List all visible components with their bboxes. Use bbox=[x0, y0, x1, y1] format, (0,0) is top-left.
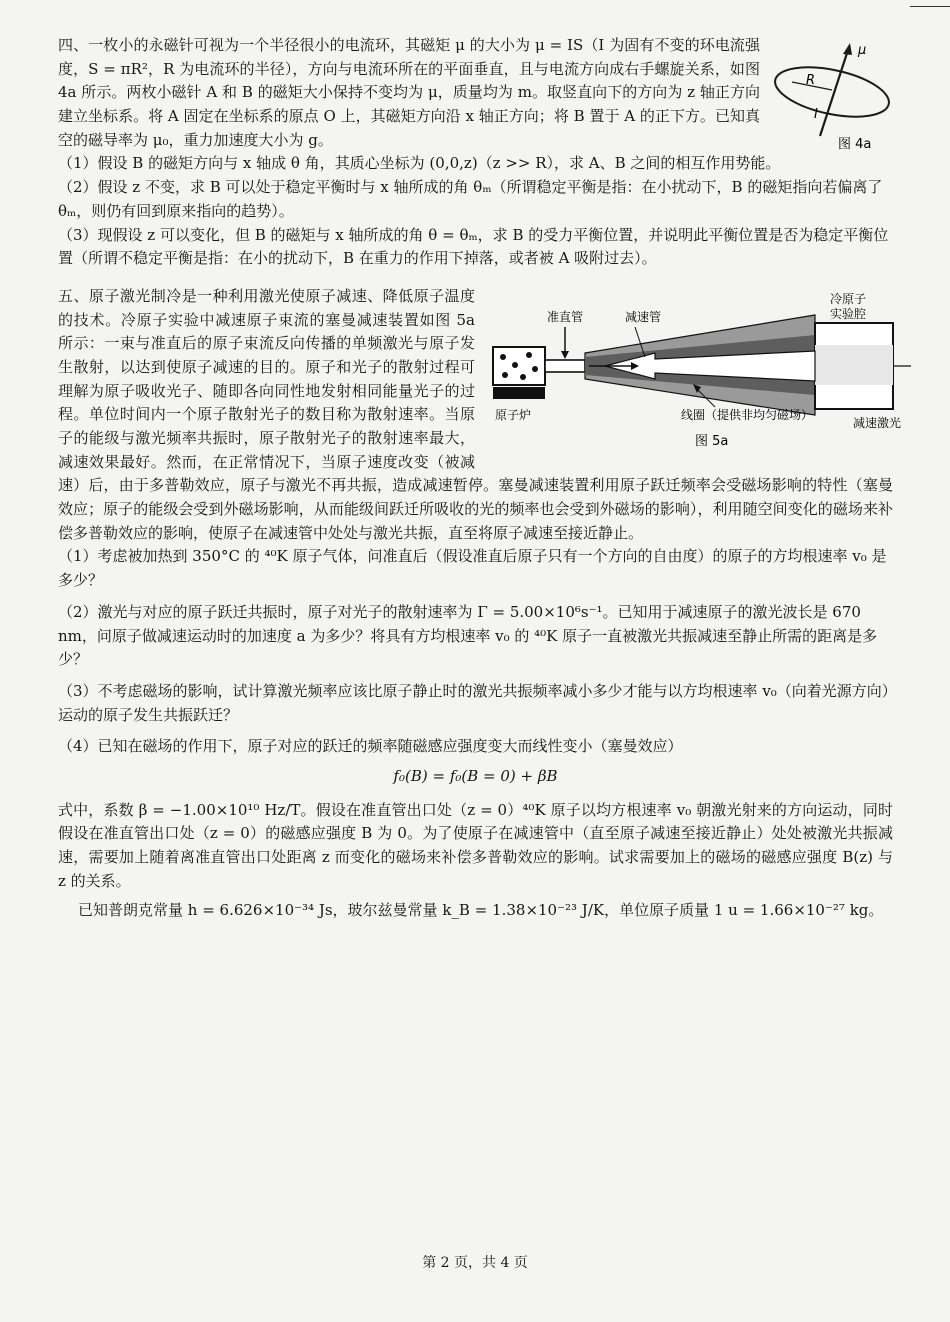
section-4-q3: （3）现假设 z 可以变化，但 B 的磁矩与 x 轴所成的角 θ = θₘ，求 B 的受力平衡位置，并说明此平衡位置是否为稳定平衡位置（所谓不稳定平衡是指：在小的扰动下，B 在重力的作用下掉落，或者被 A 吸附过去）。 bbox=[58, 225, 889, 268]
current-loop bbox=[771, 58, 894, 125]
page-content bbox=[58, 34, 902, 923]
atom-oven bbox=[493, 347, 545, 385]
magnetic-moment-axis bbox=[820, 50, 848, 136]
label-collimator: 准直管 bbox=[547, 309, 584, 324]
label-oven: 原子炉 bbox=[495, 407, 532, 422]
corner-mark bbox=[910, 6, 950, 7]
zeeman-formula: f₀(B) = f₀(B = 0) + βB bbox=[393, 766, 558, 785]
section-5 bbox=[58, 285, 902, 923]
collimator-tube bbox=[545, 360, 585, 372]
page-footer: 第 2 页，共 4 页 bbox=[422, 1255, 528, 1271]
label-laser: 减速激光 bbox=[853, 415, 902, 430]
section-5-q4-continued: 式中，系数 β = −1.00×10¹⁰ Hz/T。假设在准直管出口处（z = 0）⁴⁰K 原子以均方根速率 v₀ 朝激光射来的方向运动，同时假设在准直管出口处（z = 0）的磁感应强度 B 为 0。为了使原子在减速管中（直至原子减速至接近静止）处处被激光共振减速，需要加上随着离准直管出口处距离 z 而变化的磁场来补偿多普勒效应的影响。试求需要加上的磁场的磁感应强度 B(z) 与 z 的关系。 bbox=[58, 800, 893, 890]
oven-heater bbox=[493, 387, 545, 399]
figure-4a bbox=[770, 40, 905, 152]
section-4 bbox=[58, 34, 893, 271]
moment-arrow-head bbox=[843, 43, 852, 55]
label-coil: 线圈（提供非均匀磁场） bbox=[681, 407, 814, 422]
label-slower: 减速管 bbox=[625, 309, 662, 324]
section-5-q1: （1）考虑被加热到 350°C 的 ⁴⁰K 原子气体，问准直后（假设准直后原子只有一个方向的自由度）的原子的方均根速率 v₀ 是多少？ bbox=[58, 547, 887, 590]
label-chamber-2: 实验腔 bbox=[830, 306, 867, 321]
label-R: R bbox=[806, 73, 816, 88]
figure-5a-caption: 图 5a bbox=[695, 433, 729, 449]
section-5-intro: 五、原子激光制冷是一种利用激光使原子减速、降低原子温度的技术。冷原子实验中减速原子束流的塞曼减速装置如图 5a 所示：一束与准直后的原子束流反向传播的单频激光与原子发生散射，以达到使原子减速的目的。原子和光子的散射过程可理解为原子吸收光子、随即各向同性地发射相同能量光子的过程。单位时间内一个原子散射光子的数目称为散射速率。当原子的能级与激光频率共振时，原子散射光子的散射速率最大，减速效果最好。然而，在正常情况下，当原子速度改变（被减速）后，由于多普勒效应，原子与激光不再共振，造成减速暂停。塞曼减速装置利用原子跃迁频率会受磁场影响的特性（塞曼效应；原子的能级会受到外磁场影响，从而能级间跃迁所吸收的光的频率也会受到外磁场的影响），利用随空间变化的磁场来补偿多普勒效应的影响，使原子在减速管中处处与激光共振，直至将原子减速至接近静止。 bbox=[58, 286, 893, 542]
section-5-q2: （2）激光与对应的原子跃迁共振时，原子对光子的散射速率为 Γ = 5.00×10⁶s⁻¹。已知用于减速原子的激光波长是 670 nm，问原子做减速运动时的加速度 a 为多少？将具有方均根速率 v₀ 的 ⁴⁰K 原子一直被激光共振减速至静止所需的距离是多少？ bbox=[58, 602, 878, 669]
section-4-intro: 四、一枚小的永磁针可视为一个半径很小的电流环，其磁矩 μ 的大小为 μ = IS（I 为固有不变的环电流强度，S = πR²，R 为电流环的半径），方向与电流环所在的平面垂直，且与电流方向成右手螺旋关系，如图 4a 所示。两枚小磁针 A 和 B 的磁矩大小保持不变均为 μ，质量均为 m。取竖直向下的方向为 z 轴正方向建立坐标系。将 A 固定在坐标系的原点 O 上，其磁矩方向沿 x 轴正方向；将 B 置于 A 的正下方。已知真空的磁导率为 μ₀，重力加速度大小为 g。 bbox=[58, 36, 760, 149]
figure-5a bbox=[485, 287, 915, 457]
label-chamber-1: 冷原子 bbox=[830, 291, 867, 306]
label-I: I bbox=[814, 107, 818, 122]
section-5-q3: （3）不考虑磁场的影响，试计算激光频率应该比原子静止时的激光共振频率减小多少才能与以方均根速率 v₀（向着光源方向）运动的原子发生共振跃迁？ bbox=[58, 681, 890, 724]
section-5-q4: （4）已知在磁场的作用下，原子对应的跃迁的频率随磁感应强度变大而线性变小（塞曼效应） bbox=[58, 737, 683, 756]
label-mu: μ bbox=[858, 43, 867, 58]
section-4-q2: （2）假设 z 不变，求 B 可以处于稳定平衡时与 x 轴所成的角 θₘ（所谓稳定平衡是指：在小扰动下，B 的磁矩指向若偏离了 θₘ，则仍有回到原来指向的趋势）。 bbox=[58, 178, 883, 220]
figure-4a-caption: 图 4a bbox=[838, 137, 872, 152]
physical-constants: 已知普朗克常量 h = 6.626×10⁻³⁴ Js，玻尔兹曼常量 k_B = 1.38×10⁻²³ J/K，单位原子质量 1 u = 1.66×10⁻²⁷ kg。 bbox=[78, 901, 884, 920]
section-4-q1: （1）假设 B 的磁矩方向与 x 轴成 θ 角，其质心坐标为 (0,0,z)（z >> R），求 A、B 之间的相互作用势能。 bbox=[58, 154, 781, 173]
